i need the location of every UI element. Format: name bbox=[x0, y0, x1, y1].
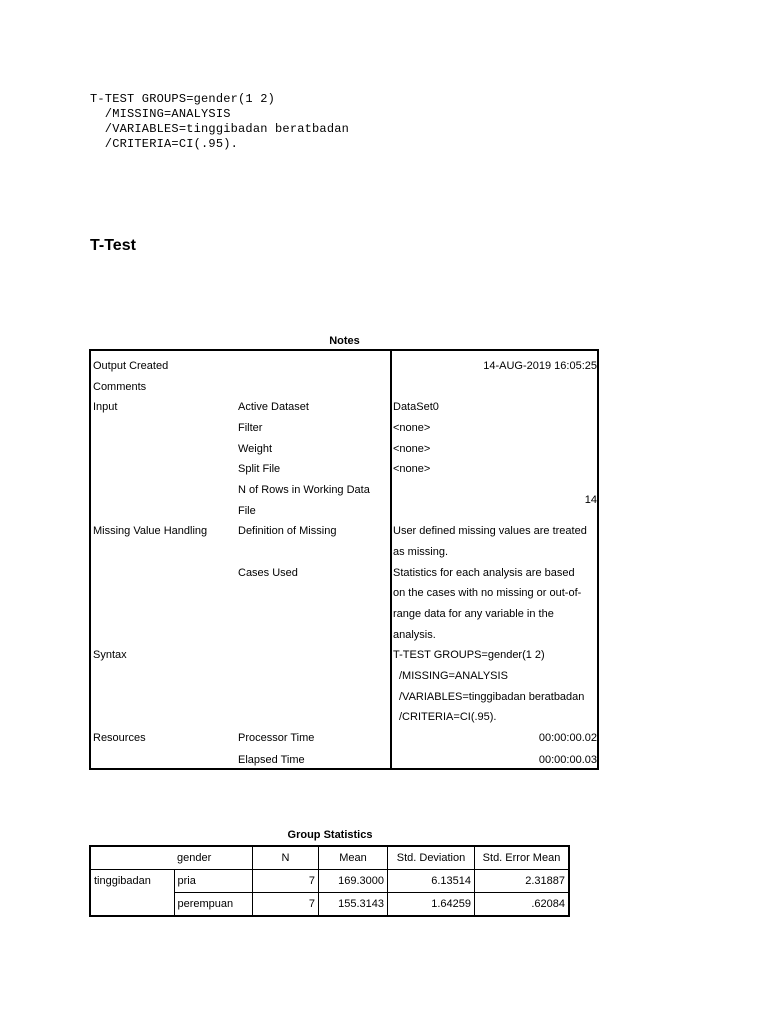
n-value: 7 bbox=[253, 870, 319, 893]
std-error-mean-value: 2.31887 bbox=[475, 870, 570, 893]
table-row bbox=[90, 870, 569, 893]
weight-label: Weight bbox=[238, 443, 273, 455]
n-rows-label: N of Rows in Working Data bbox=[238, 484, 370, 496]
table-row bbox=[90, 893, 569, 917]
std-deviation-value: 6.13514 bbox=[388, 870, 475, 893]
header-mean: Mean bbox=[319, 846, 388, 870]
variable-name: tinggibadan bbox=[90, 870, 174, 893]
n-rows-value: 14 bbox=[584, 494, 597, 506]
notes-table bbox=[89, 349, 599, 770]
elapsed-time-label: Elapsed Time bbox=[238, 754, 305, 766]
active-dataset-label: Active Dataset bbox=[238, 401, 309, 413]
comments-label: Comments bbox=[93, 381, 147, 393]
header-blank bbox=[90, 846, 174, 870]
definition-of-missing-label: Definition of Missing bbox=[238, 525, 337, 537]
gender-value: pria bbox=[174, 870, 253, 893]
syntax-line: T-TEST GROUPS=gender(1 2) bbox=[90, 92, 276, 106]
syntax-value-cont: /CRITERIA=CI(.95). bbox=[399, 711, 497, 723]
split-file-value: <none> bbox=[393, 463, 431, 475]
input-label: Input bbox=[93, 401, 118, 413]
missing-value-handling-label: Missing Value Handling bbox=[93, 525, 208, 537]
syntax-line: /VARIABLES=tinggibadan beratbadan bbox=[90, 122, 350, 136]
output-created-label: Output Created bbox=[93, 360, 169, 372]
std-deviation-value: 1.64259 bbox=[388, 893, 475, 917]
n-value: 7 bbox=[253, 893, 319, 917]
notes-table-title: Notes bbox=[329, 335, 360, 347]
processor-time-label: Processor Time bbox=[238, 732, 315, 744]
syntax-value-cont: /MISSING=ANALYSIS bbox=[399, 670, 508, 682]
syntax-block bbox=[90, 92, 349, 152]
table-header-row bbox=[90, 846, 569, 870]
n-rows-label-cont: File bbox=[238, 505, 256, 517]
syntax-value: T-TEST GROUPS=gender(1 2) bbox=[393, 649, 545, 661]
group-statistics-title: Group Statistics bbox=[287, 829, 373, 841]
header-std-deviation: Std. Deviation bbox=[388, 846, 475, 870]
header-n: N bbox=[253, 846, 319, 870]
mean-value: 155.3143 bbox=[319, 893, 388, 917]
cases-used-label: Cases Used bbox=[238, 567, 298, 579]
header-gender: gender bbox=[174, 846, 253, 870]
notes-column-divider bbox=[390, 351, 392, 768]
split-file-label: Split File bbox=[238, 463, 281, 475]
variable-name-blank bbox=[90, 893, 174, 917]
weight-value: <none> bbox=[393, 443, 431, 455]
syntax-value-cont: /VARIABLES=tinggibadan beratbadan bbox=[399, 691, 585, 703]
definition-of-missing-value-cont: as missing. bbox=[393, 546, 449, 558]
syntax-line: /CRITERIA=CI(.95). bbox=[90, 137, 239, 151]
processor-time-value: 00:00:00.02 bbox=[538, 732, 597, 744]
active-dataset-value: DataSet0 bbox=[393, 401, 439, 413]
group-statistics-table bbox=[89, 845, 570, 917]
cases-used-value-cont: range data for any variable in the bbox=[393, 608, 554, 620]
header-std-error-mean: Std. Error Mean bbox=[475, 846, 570, 870]
filter-value: <none> bbox=[393, 422, 431, 434]
cases-used-value: Statistics for each analysis are based bbox=[393, 567, 575, 579]
definition-of-missing-value: User defined missing values are treated bbox=[393, 525, 587, 537]
resources-label: Resources bbox=[93, 732, 146, 744]
cases-used-value-cont: analysis. bbox=[393, 629, 436, 641]
cases-used-value-cont: on the cases with no missing or out-of- bbox=[393, 587, 582, 599]
syntax-line: /MISSING=ANALYSIS bbox=[90, 107, 231, 121]
std-error-mean-value: .62084 bbox=[475, 893, 570, 917]
gender-value: perempuan bbox=[174, 893, 253, 917]
section-heading: T-Test bbox=[90, 237, 136, 254]
syntax-label: Syntax bbox=[93, 649, 127, 661]
elapsed-time-value: 00:00:00.03 bbox=[538, 754, 597, 766]
output-created-value: 14-AUG-2019 16:05:25 bbox=[483, 360, 597, 372]
filter-label: Filter bbox=[238, 422, 263, 434]
mean-value: 169.3000 bbox=[319, 870, 388, 893]
